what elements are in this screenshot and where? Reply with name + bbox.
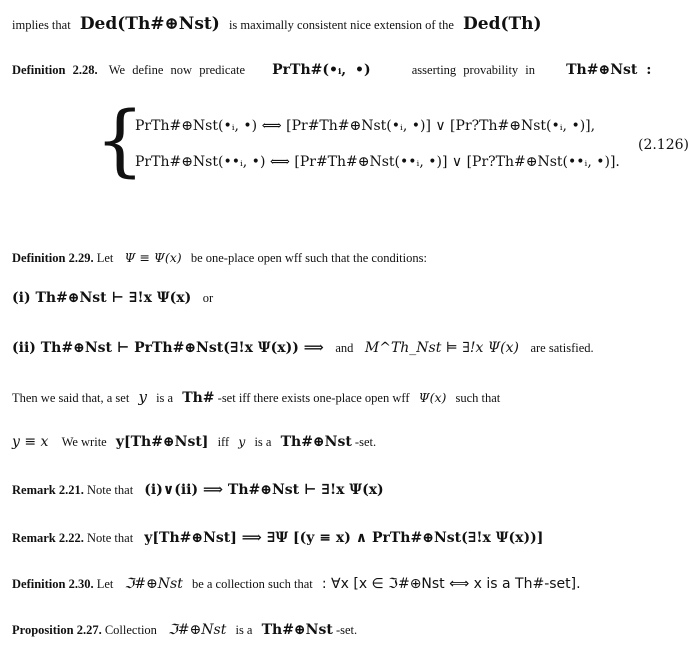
equation-cases <box>95 96 695 195</box>
text: iff <box>217 435 230 449</box>
then-paragraph <box>12 388 500 407</box>
math-remark: y[Th#⊕Nst] ⟹ ∃Ψ [(y ≡ x) ∧ PrTh#⊕Nst(∃!x Ψ(x))] <box>144 530 544 546</box>
definition-label: Definition 2.29. <box>12 251 94 265</box>
text: -set. <box>335 623 358 637</box>
text: Note that <box>87 483 134 497</box>
condition-i <box>12 290 213 308</box>
math-equiv: y ≡ x <box>12 434 49 450</box>
text: implies that <box>12 18 71 32</box>
text: Let <box>96 251 114 265</box>
text: is a <box>156 391 174 405</box>
text: Then we said that, a set <box>12 391 130 405</box>
text: -set. <box>354 435 377 449</box>
case-row-1: PrTh#⊕Nst(•ᵢ, •) ⟺ [Pr#Th#⊕Nst(•ᵢ, •)] ∨ [Pr?Th#⊕Nst(•ᵢ, •)], <box>135 118 596 134</box>
remark-2-22 <box>12 530 543 547</box>
math-ded-th: Ded(Th) <box>463 14 542 34</box>
math-notation: y[Th#⊕Nst] <box>115 434 209 450</box>
text: are satisfied. <box>530 341 594 355</box>
remark-label: Remark 2.22. <box>12 531 84 545</box>
text: such that <box>455 391 501 405</box>
definition-2-29 <box>12 250 427 266</box>
math-theory: Th#⊕Nst <box>280 434 352 450</box>
text: and <box>335 341 354 355</box>
text: is maximally consistent nice extension of the <box>228 18 454 32</box>
condition-ii <box>12 340 594 358</box>
math-theory: Th#⊕Nst <box>261 622 333 638</box>
math-model: M^Th_Nst ⊨ ∃!x Ψ(x) <box>364 340 519 356</box>
math-y: y <box>138 388 147 406</box>
line-implies <box>12 14 542 34</box>
math-collection-def: : ∀x [x ∈ ℑ#⊕Nst ⟺ x is a Th#-set]. <box>321 576 581 592</box>
case-row-2: PrTh#⊕Nst(••ᵢ, •) ⟺ [Pr#Th#⊕Nst(••ᵢ, •)] ∨ [Pr?Th#⊕Nst(••ᵢ, •)]. <box>135 154 620 170</box>
remark-label: Remark 2.21. <box>12 483 84 497</box>
definition-2-30 <box>12 576 581 593</box>
math-wff: Ψ(x) <box>418 390 447 405</box>
equation-number: (2.126) <box>637 137 689 153</box>
text: Collection <box>104 623 157 637</box>
text: be one-place open wff such that the conditions: <box>190 251 427 265</box>
proposition-label: Proposition 2.27. <box>12 623 102 637</box>
definition-2-28 <box>12 62 651 79</box>
text: be a collection such that <box>191 577 313 591</box>
text: Let <box>96 577 114 591</box>
text: We define now predicate <box>108 63 246 77</box>
math-ded-th-nst: Ded(Th#⊕Nst) <box>79 14 220 34</box>
text: We write <box>61 435 107 449</box>
text: -set iff there exists one-place open wff <box>217 391 410 405</box>
proposition-2-27 <box>12 622 357 639</box>
text: is a <box>254 435 272 449</box>
math-condition: (i) Th#⊕Nst ⊢ ∃!x Ψ(x) <box>12 290 192 306</box>
write-line <box>12 434 376 451</box>
math-y: y <box>238 434 246 449</box>
definition-label: Definition 2.30. <box>12 577 94 591</box>
math-condition: (ii) Th#⊕Nst ⊢ PrTh#⊕Nst(∃!x Ψ(x)) ⟹ <box>12 340 324 356</box>
math-collection: ℑ#⊕Nst <box>168 622 227 638</box>
text: is a <box>235 623 253 637</box>
definition-label: Definition 2.28. <box>12 63 98 77</box>
remark-2-21 <box>12 482 384 499</box>
math-wff: Ψ ≡ Ψ(x) <box>124 250 182 265</box>
math-th: Th# <box>182 390 215 406</box>
text: Note that <box>87 531 134 545</box>
math-predicate: PrTh#(•ᵢ, •) <box>272 62 371 78</box>
text: or <box>202 291 214 305</box>
math-remark: (i)∨(ii) ⟹ Th#⊕Nst ⊢ ∃!x Ψ(x) <box>144 482 384 498</box>
left-brace-symbol: { <box>95 96 145 186</box>
text: asserting provability in <box>411 63 536 77</box>
math-theory: Th#⊕Nst : <box>566 62 652 78</box>
math-collection: ℑ#⊕Nst <box>124 576 183 592</box>
